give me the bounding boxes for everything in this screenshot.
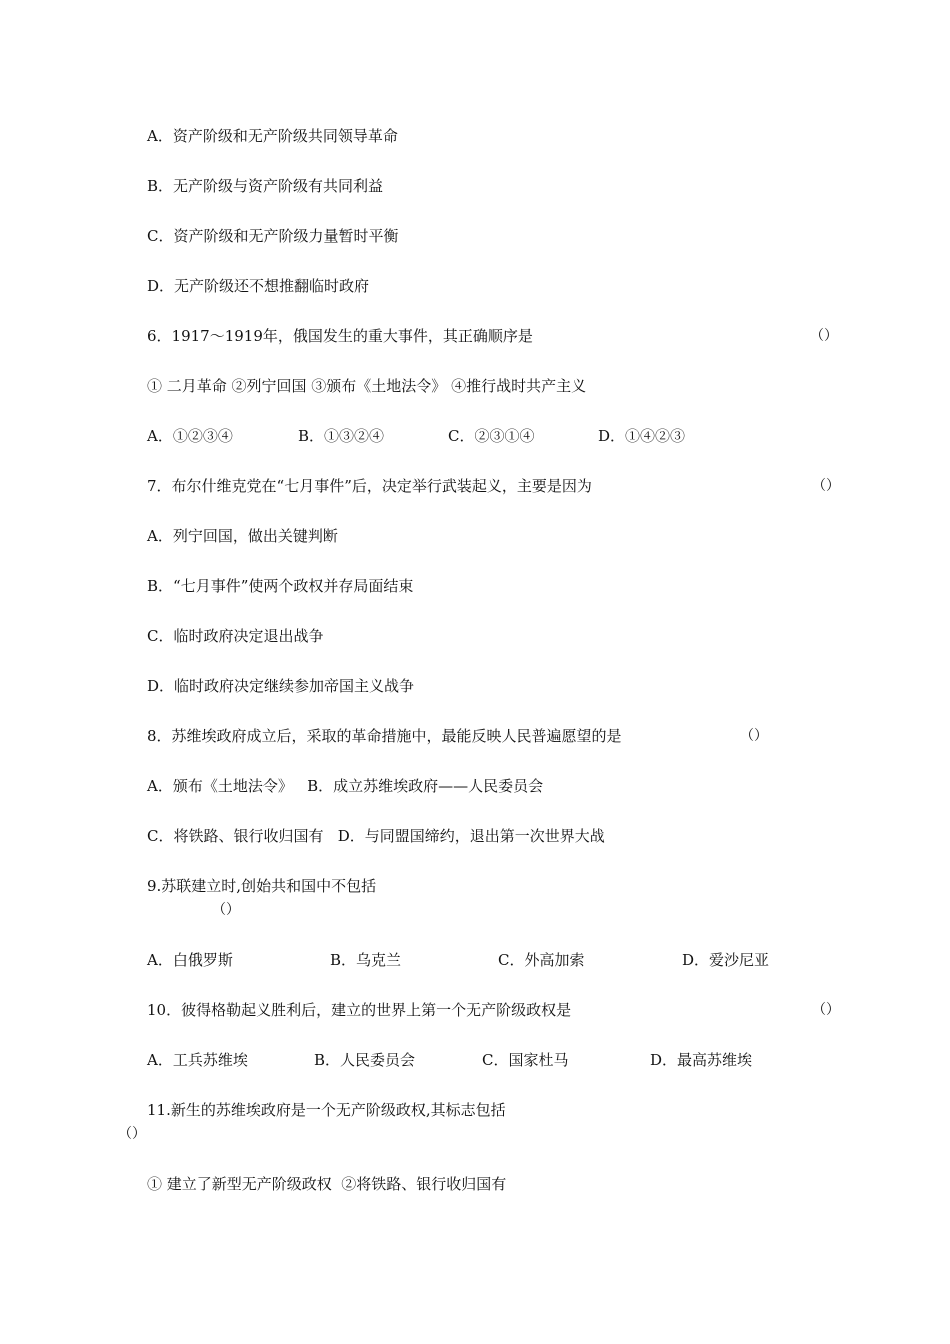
q10-stem: 10．彼得格勒起义胜利后，建立的世界上第一个无产阶级政权是	[147, 1001, 572, 1019]
q9-answer-paren: （）	[212, 902, 240, 918]
q9-stem: 9.苏联建立时,创始共和国中不包括	[147, 877, 377, 895]
q8-options-ab: A．颁布《土地法令》 B．成立苏维埃政府——人民委员会	[147, 777, 544, 795]
q8-options-cd: C．将铁路、银行收归国有 D．与同盟国缔约，退出第一次世界大战	[147, 827, 605, 845]
q10-option-c: C．国家杜马	[482, 1051, 569, 1069]
q9-option-d: D．爱沙尼亚	[682, 951, 770, 969]
q6-items: ① 二月革命 ②列宁回国 ③颁布《土地法令》 ④推行战时共产主义	[147, 377, 587, 395]
q5-option-b: B．无产阶级与资产阶级有共同利益	[147, 177, 384, 195]
q10-option-d: D．最高苏维埃	[650, 1051, 753, 1069]
q10-answer-paren: （）	[812, 1002, 840, 1018]
q9-option-b: B．乌克兰	[330, 951, 402, 969]
q5-option-a: A．资产阶级和无产阶级共同领导革命	[147, 127, 398, 145]
q6-option-d: D．①④②③	[598, 427, 686, 445]
q5-option-c: C．资产阶级和无产阶级力量暂时平衡	[147, 227, 399, 245]
q9-option-a: A．白俄罗斯	[147, 951, 233, 969]
q7-option-a: A．列宁回国，做出关键判断	[147, 527, 338, 545]
q6-option-c: C．②③①④	[448, 427, 535, 445]
q7-option-d: D．临时政府决定继续参加帝国主义战争	[147, 677, 415, 695]
q8-stem: 8．苏维埃政府成立后，采取的革命措施中，最能反映人民普遍愿望的是	[147, 727, 622, 745]
q11-answer-paren: （）	[118, 1126, 146, 1142]
q5-option-d: D．无产阶级还不想推翻临时政府	[147, 277, 370, 295]
q10-option-a: A．工兵苏维埃	[147, 1051, 248, 1069]
q7-option-c: C．临时政府决定退出战争	[147, 627, 324, 645]
q6-answer-paren: （）	[810, 328, 838, 344]
q10-option-b: B．人民委员会	[314, 1051, 416, 1069]
q7-option-b: B．“七月事件”使两个政权并存局面结束	[147, 577, 414, 595]
q6-option-b: B．①③②④	[298, 427, 385, 445]
q8-answer-paren: （）	[740, 728, 768, 744]
q11-stem: 11.新生的苏维埃政府是一个无产阶级政权,其标志包括	[147, 1101, 506, 1119]
q11-items: ① 建立了新型无产阶级政权 ②将铁路、银行收归国有	[147, 1175, 507, 1193]
q9-option-c: C．外高加索	[498, 951, 585, 969]
q7-stem: 7．布尔什维克党在“七月事件”后，决定举行武装起义，主要是因为	[147, 477, 592, 495]
q7-answer-paren: （）	[812, 478, 840, 494]
q6-option-a: A．①②③④	[147, 427, 233, 445]
q6-stem: 6．1917～1919年，俄国发生的重大事件，其正确顺序是	[147, 327, 533, 345]
